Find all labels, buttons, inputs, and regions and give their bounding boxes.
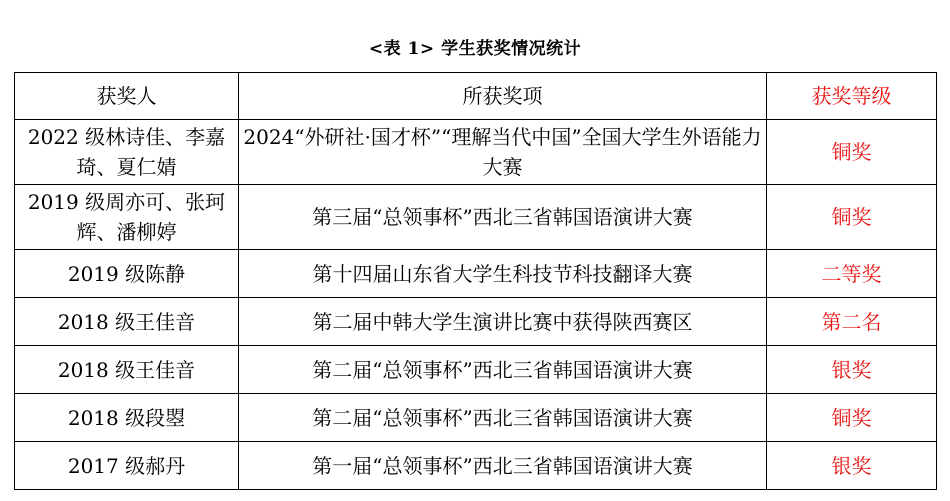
level-cell: 银奖	[767, 442, 937, 490]
awards-table	[14, 72, 937, 490]
award-cell: 第二届中韩大学生演讲比赛中获得陕西赛区	[239, 298, 767, 346]
winner-cell: 2019 级陈静	[15, 250, 239, 298]
winner-cell: 2022 级林诗佳、李嘉琦、夏仁婧	[15, 120, 239, 185]
header-award: 所获奖项	[239, 73, 767, 120]
table-row	[15, 250, 937, 298]
table-row	[15, 298, 937, 346]
table-row	[15, 185, 937, 250]
level-cell: 二等奖	[767, 250, 937, 298]
table-caption: <表 1> 学生获奖情况统计	[368, 39, 582, 59]
winner-cell: 2019 级周亦可、张珂辉、潘柳婷	[15, 185, 239, 250]
level-cell: 第二名	[767, 298, 937, 346]
level-cell: 铜奖	[767, 185, 937, 250]
table-row	[15, 346, 937, 394]
winner-cell: 2018 级王佳音	[15, 346, 239, 394]
winner-cell: 2017 级郝丹	[15, 442, 239, 490]
award-cell: 第二届“总领事杯”西北三省韩国语演讲大赛	[239, 346, 767, 394]
award-cell: 2024“外研社·国才杯”“理解当代中国”全国大学生外语能力大赛	[239, 120, 767, 185]
table-row	[15, 442, 937, 490]
award-cell: 第一届“总领事杯”西北三省韩国语演讲大赛	[239, 442, 767, 490]
winner-cell: 2018 级段曌	[15, 394, 239, 442]
table-row	[15, 394, 937, 442]
level-cell: 银奖	[767, 346, 937, 394]
table-header-row	[15, 73, 937, 120]
header-winner: 获奖人	[15, 73, 239, 120]
award-cell: 第二届“总领事杯”西北三省韩国语演讲大赛	[239, 394, 767, 442]
level-cell: 铜奖	[767, 394, 937, 442]
header-level: 获奖等级	[767, 73, 937, 120]
award-cell: 第三届“总领事杯”西北三省韩国语演讲大赛	[239, 185, 767, 250]
award-cell: 第十四届山东省大学生科技节科技翻译大赛	[239, 250, 767, 298]
winner-cell: 2018 级王佳音	[15, 298, 239, 346]
level-cell: 铜奖	[767, 120, 937, 185]
table-row	[15, 120, 937, 185]
